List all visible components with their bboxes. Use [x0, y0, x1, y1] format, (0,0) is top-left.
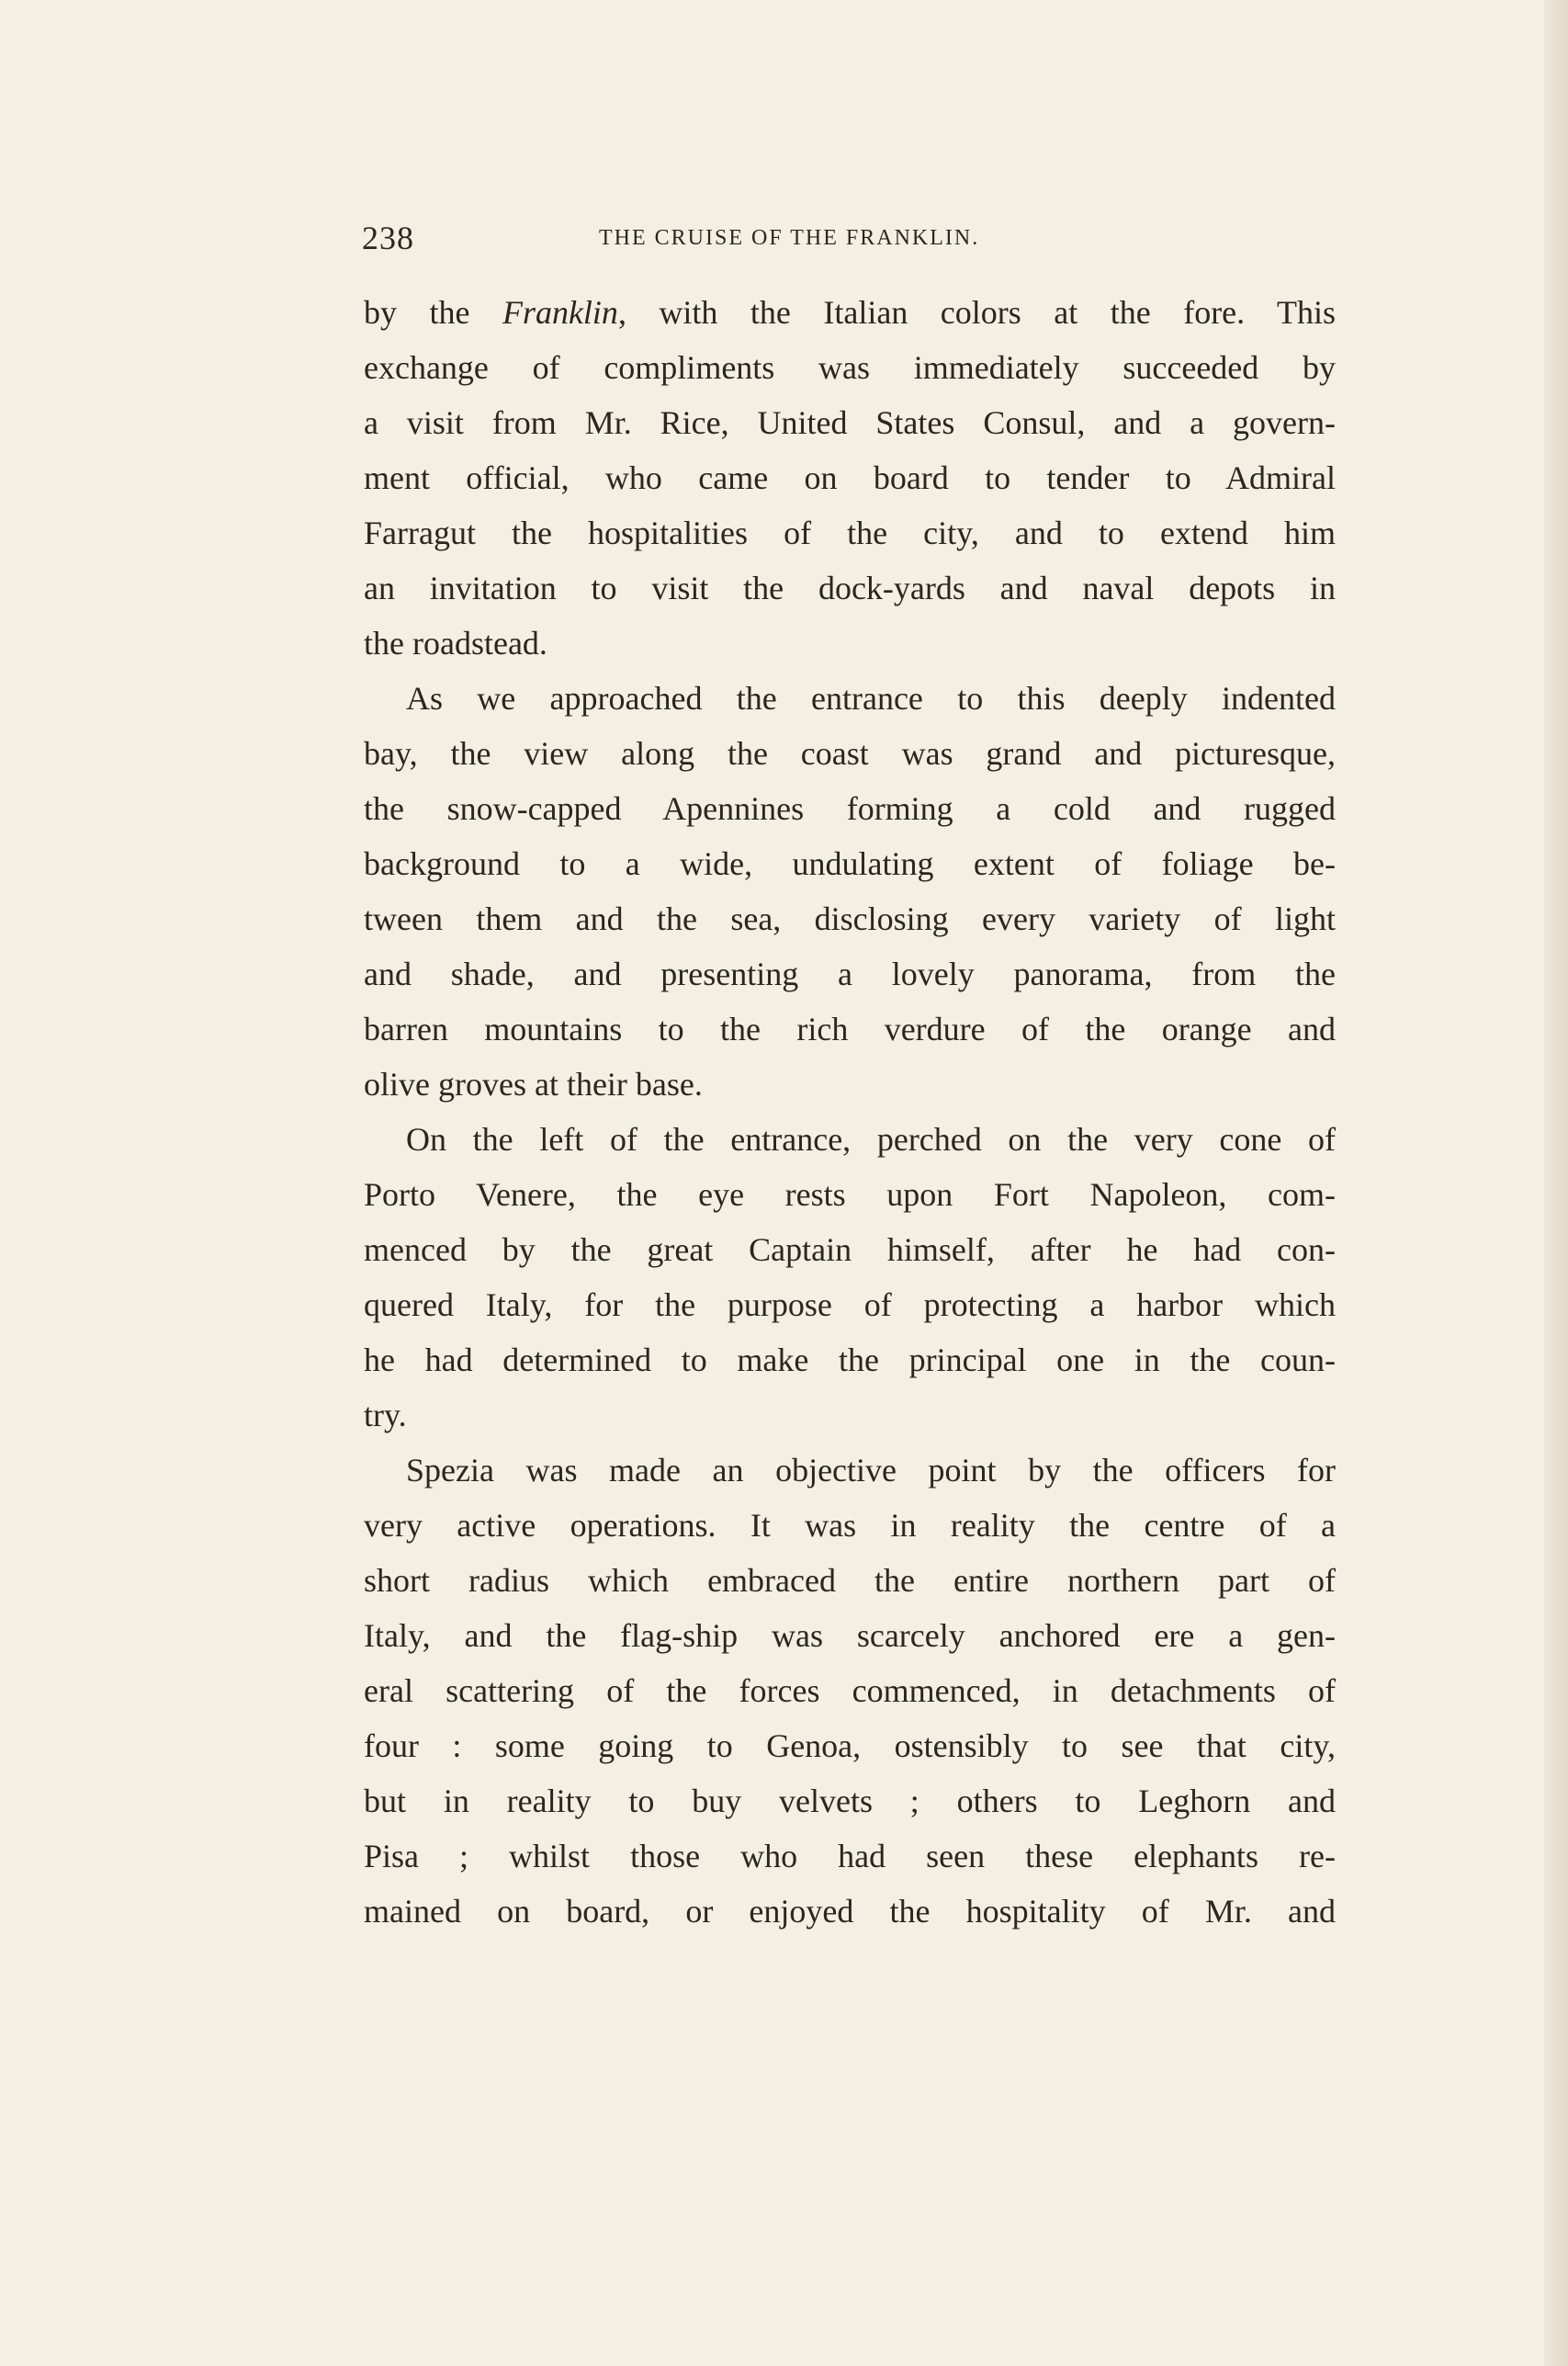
- page-number: 238: [362, 220, 414, 256]
- text-line-12: tween them and the sea, disclosing every variety of light: [364, 900, 1336, 937]
- running-head: THE CRUISE OF THE FRANKLIN.: [599, 226, 980, 250]
- text-line-19: quered Italy, for the purpose of protecting a harbor which: [364, 1286, 1336, 1323]
- text-line-8: As we approached the entrance to this deeply indented: [406, 680, 1336, 717]
- text-line-1: by the Franklin, with the Italian colors at the fore. This: [364, 294, 1336, 331]
- page-header: [362, 219, 1336, 255]
- text-line-10: the snow-capped Apennines forming a cold and rugged: [364, 790, 1336, 827]
- text-line-16: On the left of the entrance, perched on the very cone of: [406, 1121, 1336, 1158]
- text-line-27: four : some going to Genoa, ostensibly to see that city,: [364, 1727, 1336, 1764]
- text-line-17: Porto Venere, the eye rests upon Fort Napoleon, com-: [364, 1176, 1336, 1213]
- text-line-22: Spezia was made an objective point by the officers for: [406, 1452, 1336, 1489]
- text-line-5: Farragut the hospitalities of the city, and to extend him: [364, 515, 1336, 551]
- text-line-9: bay, the view along the coast was grand and picturesque,: [364, 735, 1336, 772]
- text-line-7: the roadstead.: [364, 625, 547, 662]
- text-line-2: exchange of compliments was immediately succeeded by: [364, 349, 1336, 386]
- text-line-25: Italy, and the flag-ship was scarcely anchored ere a gen-: [364, 1617, 1336, 1654]
- ship-name-italic: Franklin: [502, 294, 618, 331]
- text-line-6: an invitation to visit the dock-yards and naval depots in: [364, 570, 1336, 606]
- text-line-20: he had determined to make the principal one in the coun-: [364, 1341, 1336, 1378]
- text-line-29: Pisa ; whilst those who had seen these elephants re-: [364, 1838, 1336, 1874]
- text-line-30: mained on board, or enjoyed the hospitality of Mr. and: [364, 1893, 1336, 1930]
- text-line-21: try.: [364, 1397, 407, 1433]
- text-line-26: eral scattering of the forces commenced, in detachments of: [364, 1672, 1336, 1709]
- text-line-15: olive groves at their base.: [364, 1066, 703, 1103]
- page-edge: [1544, 0, 1568, 2366]
- text-line-3: a visit from Mr. Rice, United States Consul, and a govern-: [364, 404, 1336, 441]
- text-line-24: short radius which embraced the entire northern part of: [364, 1562, 1336, 1599]
- text-line-14: barren mountains to the rich verdure of the orange and: [364, 1011, 1336, 1047]
- text-line-11: background to a wide, undulating extent of foliage be-: [364, 845, 1336, 882]
- text-line-23: very active operations. It was in reality the centre of a: [364, 1507, 1336, 1544]
- text-line-18: menced by the great Captain himself, after he had con-: [364, 1231, 1336, 1268]
- text-line-28: but in reality to buy velvets ; others to Leghorn and: [364, 1783, 1336, 1819]
- text-line-4: ment official, who came on board to tender to Admiral: [364, 459, 1336, 496]
- text-line-13: and shade, and presenting a lovely panorama, from the: [364, 956, 1336, 992]
- body-text: [364, 285, 1336, 1939]
